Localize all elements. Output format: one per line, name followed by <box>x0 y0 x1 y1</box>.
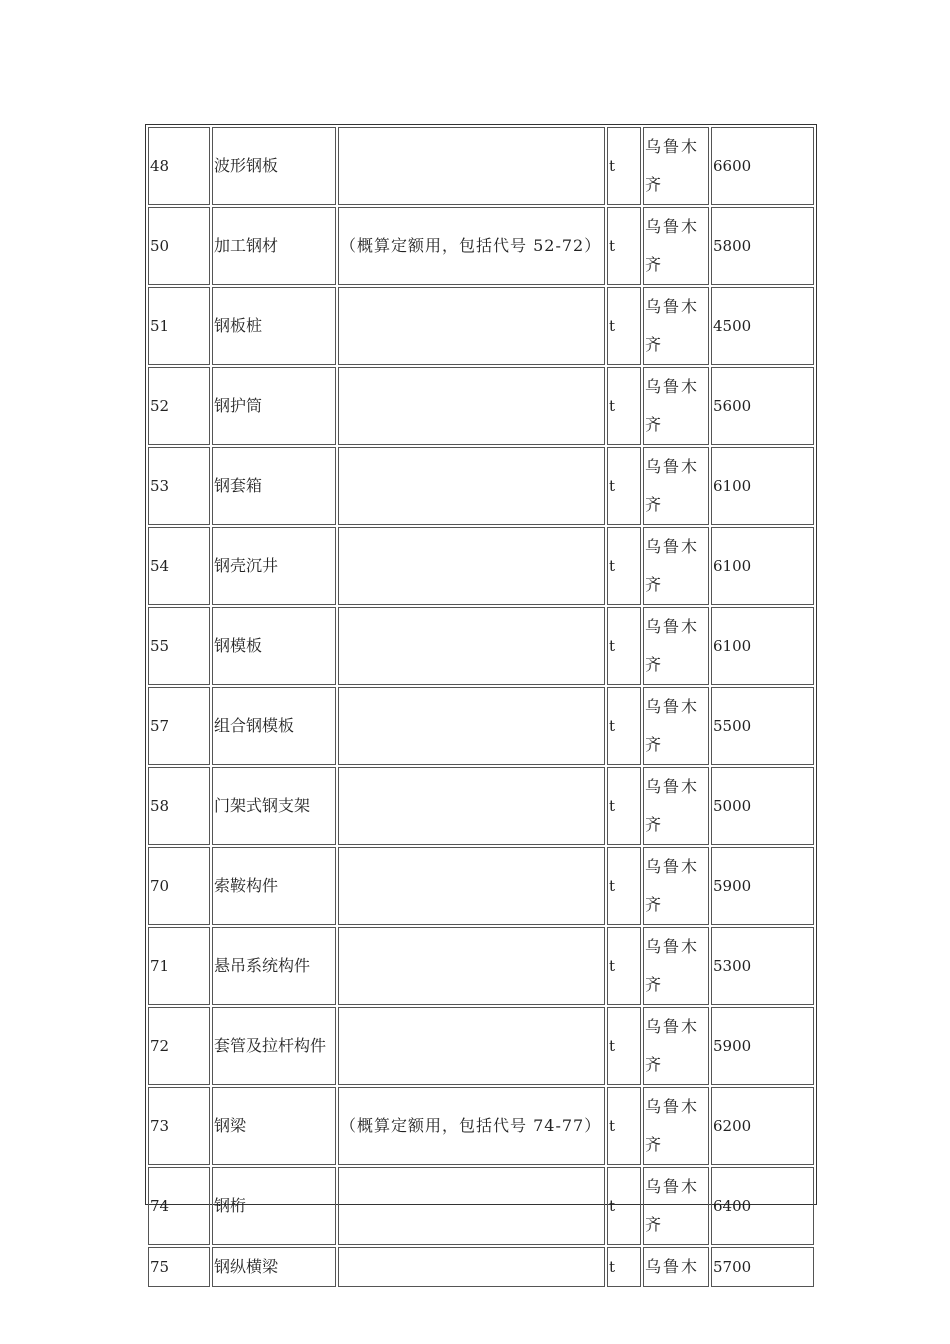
price-cell: 5800 <box>711 207 814 285</box>
code-cell: 70 <box>148 847 210 925</box>
location-cell: 乌鲁木齐 <box>643 607 709 685</box>
code-cell: 48 <box>148 127 210 205</box>
name-cell: 门架式钢支架 <box>212 767 336 845</box>
note-cell <box>338 1007 605 1085</box>
name-cell: 钢桁 <box>212 1167 336 1245</box>
name-cell: 组合钢模板 <box>212 687 336 765</box>
unit-cell: t <box>607 527 641 605</box>
unit-cell: t <box>607 847 641 925</box>
price-cell: 6100 <box>711 527 814 605</box>
note-cell <box>338 687 605 765</box>
name-cell: 钢梁 <box>212 1087 336 1165</box>
code-cell: 54 <box>148 527 210 605</box>
table-row <box>148 127 814 205</box>
location-cell: 乌鲁木齐 <box>643 367 709 445</box>
location-cell: 乌鲁木齐 <box>643 1087 709 1165</box>
name-cell: 钢壳沉井 <box>212 527 336 605</box>
table-row <box>148 847 814 925</box>
name-cell: 加工钢材 <box>212 207 336 285</box>
name-cell: 钢板桩 <box>212 287 336 365</box>
location-cell: 乌鲁木齐 <box>643 447 709 525</box>
unit-cell: t <box>607 287 641 365</box>
code-cell: 75 <box>148 1247 210 1287</box>
note-cell: （概算定额用，包括代号 52-72） <box>338 207 605 285</box>
price-cell: 5600 <box>711 367 814 445</box>
note-cell <box>338 767 605 845</box>
location-cell: 乌鲁木齐 <box>643 287 709 365</box>
code-cell: 51 <box>148 287 210 365</box>
code-cell: 74 <box>148 1167 210 1245</box>
code-cell: 53 <box>148 447 210 525</box>
location-cell: 乌鲁木齐 <box>643 127 709 205</box>
location-cell: 乌鲁木齐 <box>643 847 709 925</box>
note-cell <box>338 927 605 1005</box>
location-cell: 乌鲁木齐 <box>643 1167 709 1245</box>
unit-cell: t <box>607 767 641 845</box>
name-cell: 套管及拉杆构件 <box>212 1007 336 1085</box>
unit-cell: t <box>607 1167 641 1245</box>
price-cell: 6600 <box>711 127 814 205</box>
note-cell <box>338 367 605 445</box>
price-cell: 5700 <box>711 1247 814 1287</box>
table-row <box>148 367 814 445</box>
unit-cell: t <box>607 687 641 765</box>
price-table <box>146 125 816 1289</box>
code-cell: 71 <box>148 927 210 1005</box>
note-cell: （概算定额用，包括代号 74-77） <box>338 1087 605 1165</box>
code-cell: 52 <box>148 367 210 445</box>
price-cell: 5900 <box>711 1007 814 1085</box>
table-row <box>148 207 814 285</box>
name-cell: 钢套箱 <box>212 447 336 525</box>
name-cell: 钢模板 <box>212 607 336 685</box>
price-cell: 6200 <box>711 1087 814 1165</box>
location-cell: 乌鲁木齐 <box>643 927 709 1005</box>
unit-cell: t <box>607 1247 641 1287</box>
price-cell: 5300 <box>711 927 814 1005</box>
price-cell: 5900 <box>711 847 814 925</box>
table-row <box>148 287 814 365</box>
note-cell <box>338 287 605 365</box>
location-cell: 乌鲁木 <box>643 1247 709 1287</box>
name-cell: 波形钢板 <box>212 127 336 205</box>
note-cell <box>338 527 605 605</box>
table-row <box>148 687 814 765</box>
code-cell: 72 <box>148 1007 210 1085</box>
table-row <box>148 1007 814 1085</box>
table-row <box>148 927 814 1005</box>
price-cell: 6100 <box>711 607 814 685</box>
unit-cell: t <box>607 127 641 205</box>
code-cell: 73 <box>148 1087 210 1165</box>
name-cell: 钢护筒 <box>212 367 336 445</box>
location-cell: 乌鲁木齐 <box>643 1007 709 1085</box>
table-body <box>148 127 814 1287</box>
name-cell: 钢纵横梁 <box>212 1247 336 1287</box>
note-cell <box>338 1167 605 1245</box>
price-cell: 5500 <box>711 687 814 765</box>
code-cell: 58 <box>148 767 210 845</box>
unit-cell: t <box>607 1007 641 1085</box>
location-cell: 乌鲁木齐 <box>643 687 709 765</box>
note-cell <box>338 127 605 205</box>
name-cell: 悬吊系统构件 <box>212 927 336 1005</box>
table-row <box>148 527 814 605</box>
location-cell: 乌鲁木齐 <box>643 767 709 845</box>
unit-cell: t <box>607 367 641 445</box>
code-cell: 50 <box>148 207 210 285</box>
price-cell: 4500 <box>711 287 814 365</box>
table-row <box>148 767 814 845</box>
unit-cell: t <box>607 607 641 685</box>
name-cell: 索鞍构件 <box>212 847 336 925</box>
price-cell: 6100 <box>711 447 814 525</box>
location-cell: 乌鲁木齐 <box>643 527 709 605</box>
unit-cell: t <box>607 927 641 1005</box>
location-cell: 乌鲁木齐 <box>643 207 709 285</box>
unit-cell: t <box>607 1087 641 1165</box>
note-cell <box>338 447 605 525</box>
price-cell: 5000 <box>711 767 814 845</box>
table-row <box>148 1167 814 1245</box>
price-cell: 6400 <box>711 1167 814 1245</box>
table-row <box>148 1247 814 1287</box>
price-table-container <box>145 124 817 1276</box>
table-row <box>148 607 814 685</box>
code-cell: 55 <box>148 607 210 685</box>
unit-cell: t <box>607 207 641 285</box>
table-row <box>148 447 814 525</box>
note-cell <box>338 1247 605 1287</box>
unit-cell: t <box>607 447 641 525</box>
code-cell: 57 <box>148 687 210 765</box>
note-cell <box>338 607 605 685</box>
table-row <box>148 1087 814 1165</box>
note-cell <box>338 847 605 925</box>
